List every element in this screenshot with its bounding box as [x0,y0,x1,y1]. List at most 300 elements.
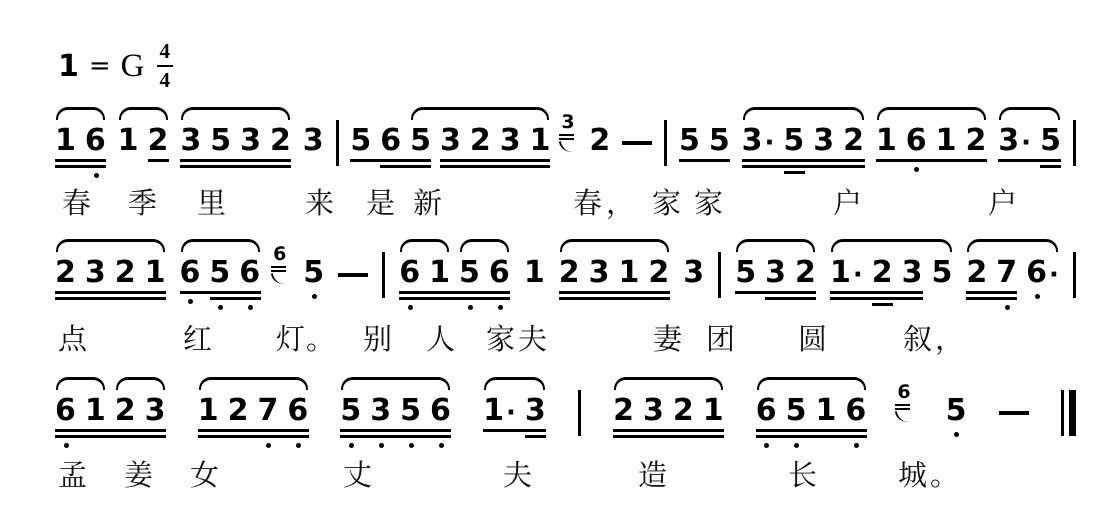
note-digit: 5 [400,393,421,428]
note-digit: 3 [683,255,705,290]
beam-line [180,159,291,162]
note [440,124,461,158]
final-bar-thick [1069,390,1076,436]
beam-line [340,435,451,438]
beam-line [180,165,291,168]
key-time-signature [58,38,173,94]
note [429,256,450,290]
beam-line [998,159,1061,162]
beam-line [742,165,865,168]
note [996,256,1017,290]
note-digit: 5 [678,123,700,158]
note [240,124,261,158]
note-digit: 3 [998,123,1020,158]
lyric-char: 户 [988,188,1018,220]
beam-line [55,429,166,432]
tonic-label: 1 [58,48,79,84]
note [936,124,957,158]
lyric-char: 。 [306,324,336,356]
note-digit: 6 [399,255,421,290]
note-digit: 3 [180,123,202,158]
note-group [966,256,1059,290]
octave-dot [94,173,99,178]
note-digit: 6 [55,393,76,428]
beam-line [198,435,309,438]
note-digit: 6 [1026,255,1047,290]
octave-dot [312,294,317,299]
lyric-char: 孟 [58,460,88,492]
note [673,394,694,428]
note-digit: 6 [755,393,777,428]
note [198,394,219,428]
note [876,124,897,158]
note-digit: 1 [815,393,837,428]
note-digit: 3 [765,255,787,290]
note-group [180,124,291,158]
note [239,256,260,290]
note-digit: 5 [783,123,805,158]
note [683,256,704,290]
lyric-char: 团 [706,324,736,356]
note-group [303,124,324,158]
note-digit: 5 [708,123,730,158]
slur-arc [116,377,165,390]
grace-note [559,112,576,156]
note [1026,256,1059,290]
grace-tie [271,271,285,286]
beam-line [55,297,166,300]
note-digit: 1 [55,123,76,158]
note [115,256,136,290]
beam-line [210,297,261,300]
beam-line [55,291,166,294]
note [145,256,166,290]
slur-arc [484,377,545,390]
lyric-char: 叙 [903,324,933,356]
note-digit: 6 [905,123,927,158]
beam-line [742,159,865,162]
beam-line [198,429,309,432]
note-digit: 5 [459,255,480,290]
grace-digit: 6 [897,381,911,403]
note [742,124,775,158]
lyrics-line-3 [0,458,1096,496]
note [270,124,291,158]
octave-dot [188,299,193,304]
lyric-char: 夫 [518,324,548,356]
note-group [55,394,166,428]
slur-arc [877,107,986,120]
final-bar-thin [1061,390,1064,436]
octave-dot [794,443,799,448]
note [525,394,546,428]
final-barline [1061,390,1076,436]
note-digit: 2 [613,393,634,428]
note [350,124,371,158]
note-digit: 2 [227,393,249,428]
note-digit: 1 [117,123,139,158]
grace-digit: 3 [561,111,575,133]
octave-dot [1035,294,1040,299]
slur-arc [831,239,952,252]
beam-line [830,291,923,294]
note-group [198,394,309,428]
note [483,394,516,428]
note [380,124,401,158]
note-digit: 2 [269,123,291,158]
note [410,124,431,158]
beam-line [735,291,816,294]
barline [578,390,581,436]
beam-line [613,435,724,438]
note-group [559,256,670,290]
octave-dot [266,443,271,448]
note [830,256,863,290]
note [648,256,669,290]
key-letter: G [120,47,145,84]
note-group [303,256,324,290]
octave-dot [409,443,414,448]
beam-line [525,435,546,438]
note [902,256,923,290]
note-digit: 2 [965,123,987,158]
slur-arc [56,239,165,252]
note [85,256,106,290]
note-group [679,124,730,158]
note-digit: 3 [813,123,835,158]
lyric-char: 点 [58,324,88,356]
beam-line [350,159,431,162]
note-digit: 3 [499,123,521,158]
lyric-char: 里 [197,188,227,220]
note [180,124,201,158]
lyric-char: 春 [62,188,92,220]
note [530,124,551,158]
beam-line [55,435,166,438]
note [145,394,166,428]
note [786,394,807,428]
note-group [340,394,451,428]
note-digit: 6 [845,393,867,428]
note-digit: 3 [440,123,461,158]
note-group [118,124,169,158]
lyric-char: 是 [366,188,396,220]
barline [1073,120,1076,166]
note [709,124,730,158]
note-digit: 3 [901,255,923,290]
note [55,394,76,428]
note-group [830,256,952,290]
lyric-char: 女 [190,460,220,492]
lyric-char: 家 [694,188,724,220]
note-group [613,394,724,428]
lyric-char: 造 [638,460,668,492]
music-line-1 [55,111,1076,158]
slur-arc [199,377,308,390]
grace-tie [895,409,909,424]
augmentation-dot: · [1021,128,1032,158]
lyric-char: 春 [573,188,603,220]
note [257,394,278,428]
slur-arc [743,107,864,120]
beam-line [483,429,546,432]
note [210,124,231,158]
note [783,124,804,158]
grace-digit: 6 [273,243,287,265]
note-group [180,256,261,290]
octave-dot [854,443,859,448]
octave-dot [408,305,413,310]
note [735,256,756,290]
note-digit: 3 [302,123,324,158]
note-digit: 5 [350,123,372,158]
octave-dot [218,305,223,310]
slur-arc [614,377,723,390]
note [559,256,580,290]
note-digit: 2 [966,255,988,290]
note [906,124,927,158]
note-digit: 1 [935,123,957,158]
note [703,394,724,428]
note [399,256,420,290]
note-group [483,394,546,428]
slur-arc [460,239,509,252]
note [303,124,324,158]
slur-arc [411,107,549,120]
note-digit: 5 [303,255,325,290]
barline [718,252,721,298]
note-digit: 1 [529,123,551,158]
lyric-char: 新 [413,188,443,220]
grace-tie [559,139,573,154]
note-digit: 5 [210,123,232,158]
note [816,394,837,428]
lyrics-line-1 [0,186,1096,224]
note-digit: 7 [257,393,279,428]
beam-line [440,159,550,162]
beam-line [559,291,670,294]
slur-arc [999,107,1060,120]
note [228,394,249,428]
note-digit: 1 [618,255,640,290]
note-digit: 2 [589,123,611,158]
note [843,124,864,158]
note-group [524,256,545,290]
note [613,394,634,428]
beam-line [340,429,451,432]
note-digit: 2 [558,255,580,290]
time-signature [157,38,174,94]
lyric-char: 。 [930,460,960,492]
beam-line [148,159,169,162]
note [209,256,230,290]
note-group [742,124,864,158]
note [303,256,324,290]
note-group [350,124,550,158]
note-digit: 2 [147,123,169,158]
octave-dot [296,443,301,448]
beam-line [966,291,1017,294]
note [946,394,967,428]
note [287,394,308,428]
beam-line [559,297,670,300]
note-digit: 3 [588,255,610,290]
time-denominator: 4 [159,68,171,92]
slur-arc [56,377,105,390]
duration-dash [338,273,368,277]
beam-line [399,297,510,300]
note-digit: 5 [785,393,807,428]
lyric-char: 夫 [503,460,533,492]
augmentation-dot: · [505,398,516,428]
beam-line [380,165,431,168]
note-group [399,256,510,290]
octave-dot [914,167,919,172]
note [148,124,169,158]
note-group [876,124,987,158]
note-digit: 3 [642,393,664,428]
note-digit: 1 [84,393,106,428]
note-digit: 7 [996,255,1018,290]
note [459,256,480,290]
beam-line [1040,165,1061,168]
grace-beam [895,404,910,406]
note [679,124,700,158]
note [400,394,421,428]
barline [1073,252,1076,298]
note [813,124,834,158]
equals-sign: = [88,51,111,81]
note-digit: 3 [84,255,106,290]
lyric-char: 长 [788,460,818,492]
slur-arc [967,239,1058,252]
lyric-char: 来 [305,188,335,220]
note [966,124,987,158]
note-group [683,256,704,290]
note-digit: 3 [741,123,763,158]
note [765,256,786,290]
note-digit: 6 [430,393,451,428]
note-digit: 1 [523,255,545,290]
note [589,256,610,290]
note-digit: 6 [84,123,106,158]
note [524,256,545,290]
duration-dash [999,411,1029,415]
note [845,394,866,428]
slur-arc [736,239,815,252]
lyric-char: 人 [426,324,456,356]
beam-line [876,159,987,162]
lyric-char: 灯 [276,324,306,356]
music-line-2 [55,243,1076,290]
note-digit: 2 [469,123,491,158]
octave-dot [954,432,959,437]
note [118,124,139,158]
beam-line [440,165,550,168]
note-digit: 1 [429,255,451,290]
barline [336,120,339,166]
grace-note [895,382,912,426]
slur-arc [341,377,450,390]
slur-arc [181,107,290,120]
note [643,394,664,428]
note-digit: 5 [410,123,432,158]
note [756,394,777,428]
octave-dot [64,443,69,448]
note-group [998,124,1061,158]
lyric-char: 户 [833,188,863,220]
beam-line [55,165,106,168]
note [180,256,201,290]
lyric-char: 城 [898,460,928,492]
note-digit: 2 [843,123,864,158]
beam-line [679,159,730,162]
note [55,256,76,290]
octave-dot [379,443,384,448]
note-digit: 3 [370,393,392,428]
note [966,256,987,290]
note-group [55,256,166,290]
note-digit: 5 [735,255,757,290]
note-digit: 5 [340,393,362,428]
lyric-char: ， [935,324,965,356]
note [85,394,106,428]
note-group [735,256,816,290]
note [998,124,1031,158]
time-numerator: 4 [157,38,174,67]
note [55,124,76,158]
note-digit: 2 [672,393,694,428]
lyric-char: 姜 [124,460,154,492]
octave-dot [468,305,473,310]
note [500,124,521,158]
lyric-char: ， [606,188,636,220]
note-digit: 1 [875,123,897,158]
octave-dot [248,305,253,310]
note-group [756,394,867,428]
augmentation-dot: · [764,128,775,158]
note-digit: 6 [179,255,201,290]
note-digit: 3 [240,123,261,158]
lyric-char: 丈 [343,460,373,492]
note-digit: 5 [209,255,231,290]
note-digit: 2 [795,255,816,290]
augmentation-dot: · [852,260,863,290]
lyrics-line-2 [0,322,1096,360]
note-digit: 6 [380,123,402,158]
note-digit: 6 [239,255,261,290]
beam-line [55,159,106,162]
octave-dot [498,305,503,310]
beam-line [765,297,816,300]
note-digit: 2 [114,255,136,290]
note-digit: 1 [144,255,166,290]
beam-line [966,297,1017,300]
lyric-char: 红 [183,324,213,356]
grace-beam [559,134,574,136]
note-digit: 1 [702,393,724,428]
slur-arc [119,107,168,120]
lyric-char: 家 [652,188,682,220]
note-digit: 6 [488,255,510,290]
note-digit: 1 [197,393,219,428]
grace-beam [271,266,286,268]
lyric-char: 季 [128,188,158,220]
note-digit: 6 [287,393,309,428]
grace-note [271,244,288,288]
note [619,256,640,290]
note [85,124,106,158]
